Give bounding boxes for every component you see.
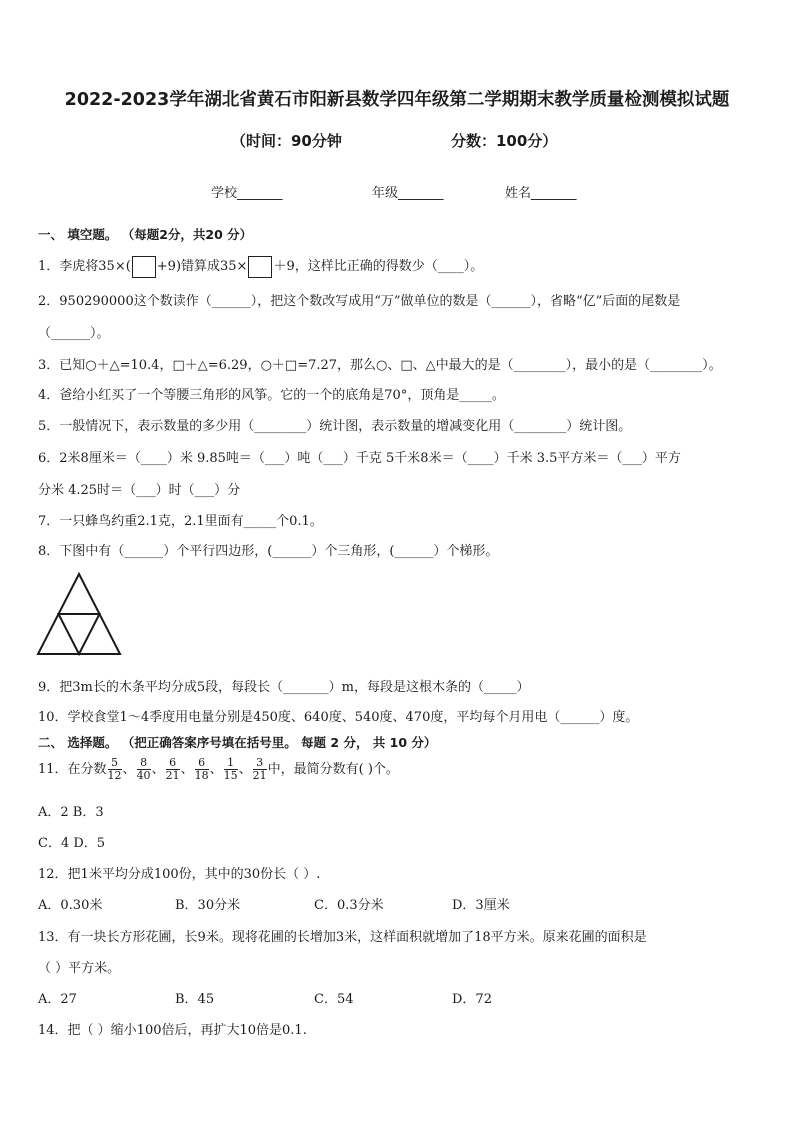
question-13-line-2: （ ）平方米。 — [38, 961, 121, 976]
q12-option-b: B．30分米 — [175, 898, 241, 913]
q12-option-c: C．0.3分米 — [314, 898, 384, 913]
fraction-5: $\frac{1}{15}$ — [223, 756, 238, 782]
q11-options-cd: C．4 D．5 — [38, 836, 106, 851]
fraction-1: $\frac{5}{12}$ — [107, 756, 122, 782]
exam-time: （时间：90分钟 — [231, 132, 342, 150]
fraction-6: $\frac{3}{21}$ — [252, 756, 267, 782]
name-field[interactable]: 姓名_______ — [505, 186, 577, 201]
question-6-line-2: 分米 4.25时＝（___）时（___）分 — [38, 483, 241, 498]
grade-field[interactable]: 年级_______ — [372, 186, 444, 201]
fraction-4: $\frac{6}{18}$ — [194, 756, 209, 782]
triangle-figure — [36, 572, 122, 658]
question-3: 3．已知○＋△=10.4，□＋△=6.29，○＋□=7.27，那么○、□、△中最大的是（________），最小的是（________）。 — [38, 358, 722, 373]
question-13-line-1: 13．有一块长方形花圃，长9米。现将花圃的长增加3米，这样面积就增加了18平方米。原来花圃的面积是 — [38, 930, 647, 945]
question-14: 14．把（ ）缩小100倍后，再扩大10倍是0.1. — [38, 1023, 307, 1038]
section-choice-heading: 二、 选择题。 （把正确答案序号填在括号里。 每题 2 分， 共 10 分） — [38, 735, 437, 750]
question-1 — [38, 255, 483, 278]
q13-option-b: B．45 — [175, 992, 215, 1007]
q1-blank-box-2 — [248, 256, 272, 278]
question-12: 12．把1米平均分成100份，其中的30份长（ ）. — [38, 867, 321, 882]
q11-text-a: 11．在分数 — [38, 762, 107, 777]
question-2-line-1: 2．950290000这个数读作（______），把这个数改写成用“万”做单位的数是（______），省略“亿”后面的尾数是 — [38, 294, 681, 309]
q1-text-c: ＋9，这样比正确的得数少（____）。 — [273, 259, 484, 274]
question-10: 10．学校食堂1～4季度用电量分别是450度、640度、540度、470度，平均每个月用电（______）度。 — [38, 710, 639, 725]
question-6-line-1: 6．2米8厘米＝（____）米 9.85吨＝（___）吨（___）千克 5千米8米＝（____）千米 3.5平方米＝（___）平方 — [38, 451, 681, 466]
q12-option-d: D．3厘米 — [452, 898, 510, 913]
inner-triangle — [59, 614, 100, 654]
q1-text-a: 1．李虎将35×( — [38, 259, 131, 274]
question-8: 8．下图中有（______）个平行四边形，(______）个三角形，(______）个梯形。 — [38, 544, 499, 559]
school-field[interactable]: 学校_______ — [211, 186, 283, 201]
q12-option-a: A．0.30米 — [38, 898, 103, 913]
q1-text-b: +9)错算成35× — [156, 259, 248, 274]
question-5: 5．一般情况下，表示数量的多少用（________）统计图，表示数量的增减变化用（________）统计图。 — [38, 419, 632, 434]
exam-score: 分数：100分） — [451, 132, 558, 150]
q11-options-ab: A．2 B．3 — [38, 805, 104, 820]
question-7: 7．一只蜂鸟约重2.1克，2.1里面有_____个0.1。 — [38, 514, 323, 529]
question-4: 4．爸给小红买了一个等腰三角形的风筝。它的一个的底角是70°，顶角是_____。 — [38, 388, 505, 403]
section-fill-in-heading: 一、 填空题。 （每题2分，共20 分） — [38, 227, 253, 242]
q13-option-a: A．27 — [38, 992, 77, 1007]
q11-text-b: 中，最简分数有( )个。 — [267, 762, 399, 777]
q13-option-d: D．72 — [452, 992, 492, 1007]
q1-blank-box — [132, 256, 156, 278]
question-2-line-2: （______）。 — [38, 326, 110, 341]
question-11: 11．在分数 $\frac{5}{12}$ 、 $\frac{8}{40}$ 、 $\frac{6}{21}$ 、 $\frac{6}{18}$ 、 $\frac{1}{15}$ 、 $\frac{3}{21}$ 中，最简分数有( )个。 — [38, 756, 399, 782]
q13-option-c: C．54 — [314, 992, 354, 1007]
question-9: 9．把3m长的木条平均分成5段，每段长（_______）m，每段是这根木条的（_____） — [38, 680, 530, 695]
fraction-3: $\frac{6}{21}$ — [165, 756, 180, 782]
fraction-2: $\frac{8}{40}$ — [136, 756, 151, 782]
exam-title: 2022-2023学年湖北省黄石市阳新县数学四年级第二学期期末教学质量检测模拟试题 — [64, 90, 730, 110]
